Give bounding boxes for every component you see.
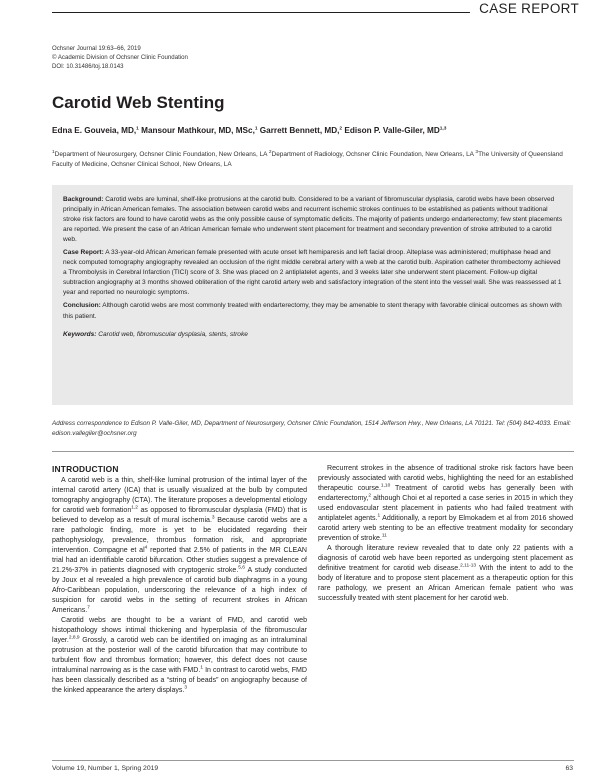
affiliation-ref: 1,3 bbox=[439, 126, 447, 132]
author-list bbox=[52, 126, 572, 135]
section-label: Background: bbox=[63, 196, 104, 203]
affiliation-marker: 2 bbox=[268, 149, 272, 155]
footer-issue: Volume 19, Number 1, Spring 2019 bbox=[52, 765, 159, 772]
section-heading: INTRODUCTION bbox=[52, 464, 119, 474]
citation-ref: 3 bbox=[211, 515, 215, 521]
citation-ref: 2,8,9 bbox=[68, 635, 80, 641]
citation-ref: 11 bbox=[381, 533, 387, 539]
affiliation-text: Department of Radiology, Ochsner Clinic Foundation, New Orleans, LA bbox=[271, 151, 476, 158]
keywords-text: Carotid web, fibromuscular dysplasia, stents, stroke bbox=[96, 330, 248, 338]
paragraph: A thorough literature review revealed that to date only 22 patients with a diagnosis of carotid web have been reported as undergoing stent placement as definitive treatment for carotid web disease.$^{2,11-13}$ With the intent to add to the body of literature and to propose stent placement as a therapeutic option for this rare pathology, we present an African American female patient who was successfully treated with stent placement for her carotid web. bbox=[318, 545, 573, 603]
citation-ref: 1 bbox=[377, 513, 381, 519]
journal-meta bbox=[52, 44, 188, 72]
copyright-line: © Academic Division of Ochsner Clinic Foundation bbox=[52, 54, 188, 62]
affiliation-ref: 1 bbox=[136, 126, 139, 132]
abstract-keywords bbox=[63, 330, 563, 340]
affiliation-marker: 1 bbox=[52, 149, 55, 155]
footer-rule bbox=[52, 760, 574, 761]
abstract-background bbox=[63, 195, 563, 245]
author-name: Edna E. Gouveia, MD, bbox=[52, 126, 137, 135]
citation-ref: 2 bbox=[368, 493, 372, 499]
affiliations bbox=[52, 150, 577, 169]
citation-ref: 1 bbox=[200, 665, 204, 671]
doi-line[interactable]: DOI: 10.31486/toj.18.0143 bbox=[52, 63, 124, 71]
affiliation-text: The University of Queensland Faculty of Medicine, Ochsner Clinical School, New Orleans, LA bbox=[52, 151, 563, 168]
citation-ref: 5,6 bbox=[238, 565, 245, 571]
citation-ref: 1,2 bbox=[131, 505, 138, 511]
correspondence-note: Address correspondence to Edison P. Valle-Giler, MD, Department of Neurosurgery, Ochsner Clinic Foundation, 1514 Jefferson Hwy., New Orleans, LA 70121. Tel: (504) 842-4033. Email: edison.vallegiler@ochsner.org bbox=[52, 420, 572, 437]
header-rule bbox=[52, 12, 470, 13]
citation-ref: 2,11-13 bbox=[460, 563, 477, 569]
affiliation-ref: 2 bbox=[339, 126, 343, 132]
paragraph: A carotid web is a thin, shelf-like luminal protrusion of the intimal layer of the internal carotid artery (ICA) that is usually visualized at the bulb by computed tomography angiography (CTA). The literature proposes a developmental etiology for carotid web formation$^{1,2}$ as opposed to fibromuscular dysplasia (FMD) that is believed to develop as a result of mural ischemia.$^3$ Because carotid webs are a rare pathologic finding, more is yet to be elucidated regarding their pathophysiology, prevalence, thrombus formation risk, and appropriate intervention. Compagne et $al^4$ reported that 2.5% of patients in the MR CLEAN trial had an identifiable carotid bifurcation. Other studies suggest a prevalence of 21.2%-37% in patients diagnosed with cryptogenic stroke.$^{5,6}$ A study conducted by Joux et al revealed a high prevalence of carotid bulb diaphragms in a young Afro-Caribbean population, underscoring the relevance of a high index of suspicion for carotid webs in the setting of recurrent strokes in African Americans.$^7$ bbox=[52, 477, 307, 615]
author-name: Mansour Mathkour, MD, MSc, bbox=[138, 126, 255, 135]
journal-citation: Ochsner Journal 19:63–66, 2019 bbox=[52, 45, 141, 52]
citation-ref: 7 bbox=[87, 605, 90, 611]
section-label: Conclusion: bbox=[63, 302, 101, 310]
affiliation-text: Department of Neurosurgery, Ochsner Clinic Foundation, New Orleans, LA bbox=[54, 151, 269, 158]
abstract-conclusion bbox=[63, 301, 563, 321]
page-number: 63 bbox=[565, 765, 573, 772]
abstract-case-report bbox=[63, 248, 563, 298]
affiliation-marker: 3 bbox=[475, 149, 479, 155]
paragraph: Recurrent strokes in the absence of traditional stroke risk factors have been previously associated with carotid webs, highlighting the need for an established therapeutic course.$^{1,10}$ Treatment of carotid webs has generally been with endarterectomy,$^2$ although Choi et al reported a case series in 2015 in which they used endovascular stent placement in patients who had failed treatment with antiplatelet agents.$^1$ Additionally, a report by Elmokadem et al from 2016 showed carotid artery web stenting to be an effective treatment modality for secondary prevention of stroke.$^{11}$ bbox=[318, 465, 573, 543]
section-label: Keywords: bbox=[63, 330, 97, 338]
body-column-right bbox=[318, 464, 573, 604]
author-name: Garrett Bennett, MD, bbox=[257, 126, 340, 135]
section-label: Case Report: bbox=[63, 249, 104, 257]
section-text: A 33-year-old African American female presented with acute onset left hemiparesis and left facial droop. Alteplase was administered; multiphase head and neck computed tomography angiography revealed an occlusion of the right middle cerebral artery with a web at the carotid bulb. Aspiration catheter thrombectomy achieved a Thrombolysis in Cerebral Infarction (TICI) score of 3. She was placed on 2 antiplatelet agents, and 3 weeks later she underwent stent placement. Follow-up digital subtraction angiography at 3 months showed obliteration of the right carotid artery web and satisfactory integration of the stent into the vessel wall. She was reassessed at 1 year and reported no neurologic symptoms. bbox=[63, 249, 562, 297]
section-text: Carotid webs are luminal, shelf-like protrusions at the carotid bulb. Considered to be a variant of fibromuscular dysplasia, carotid webs have been observed principally in African American females. The association between carotid webs and recurrent ischemic strokes continues to be established as patients without traditional stroke risk factors are found to have carotid webs as the only possible cause of symptomatic deficits. The majority of patients undergo endarterectomy; few stent placements are reported. We present the case of an African American female who underwent stent placement for treatment and secondary prevention of stroke attributed to a carotid web. bbox=[63, 196, 563, 244]
article-type-label: CASE REPORT bbox=[479, 1, 579, 16]
body-column-left bbox=[52, 464, 307, 696]
citation-ref: 1,10 bbox=[380, 483, 391, 489]
section-text: Although carotid webs are most commonly treated with endarterectomy, they may be amenable to stent therapy with favorable clinical outcomes as shown with this patient. bbox=[63, 302, 562, 320]
author-name: Edison P. Valle-Giler, MD bbox=[342, 126, 440, 135]
citation-ref: 4 bbox=[144, 545, 148, 551]
correspondence-rule bbox=[52, 451, 574, 452]
article-title: Carotid Web Stenting bbox=[52, 93, 225, 112]
citation-ref: 3 bbox=[184, 686, 188, 691]
abstract bbox=[63, 195, 563, 343]
paragraph: Carotid webs are thought to be a variant of FMD, and carotid web histopathology shows intimal thickening and hyperplasia of the fibromuscular layer.$^{2,8,9}$ Grossly, a carotid web can be identified on imaging as an intraluminal protrusion at the posterior wall of the carotid bifurcation that may contribute to turbulent flow and thrombus formation; however, this defect does not cause intraluminal narrowing as is the case with FMD.$^1$ In contrast to carotid webs, FMD has been classically described as a “string of beads” on angiography because of the kinked appearance the artery displays.$^3$ bbox=[52, 617, 307, 695]
affiliation-ref: 1 bbox=[254, 126, 258, 132]
